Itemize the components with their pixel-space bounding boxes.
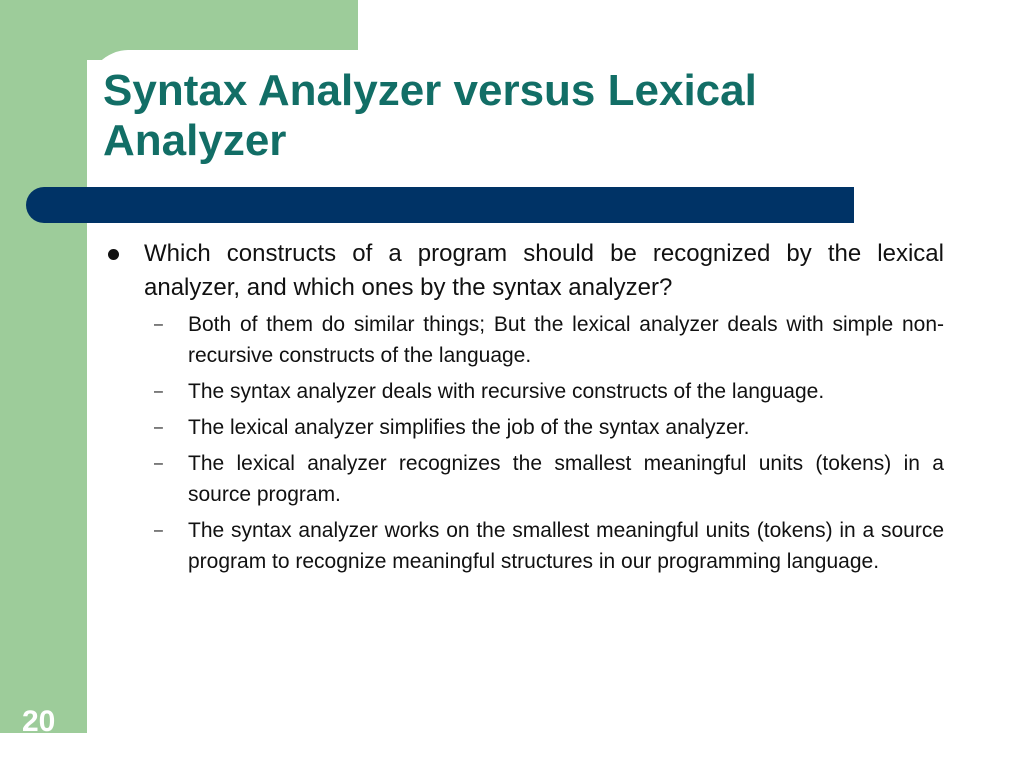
sub-bullet-text: Both of them do similar things; But the lexical analyzer deals with simple non-recursive constructs of the language. [188,313,944,367]
main-bullet-text: Which constructs of a program should be recognized by the lexical analyzer, and which ones by the syntax analyzer? [144,240,944,301]
sub-bullet-item [104,448,944,510]
slide-title: Syntax Analyzer versus Lexical Analyzer [103,66,757,165]
sub-bullet-text: The syntax analyzer works on the smallest meaningful units (tokens) in a source program to recognize meaningful structures in our programming language. [188,519,944,573]
title-underline-bar [26,187,854,223]
sub-bullet-item [104,376,944,407]
dash-bullet-icon: – [154,383,163,400]
sub-bullet-item [104,515,944,577]
sub-bullet-text: The lexical analyzer simplifies the job of the syntax analyzer. [188,416,750,439]
main-bullet-item [104,237,944,305]
slide-body [104,237,944,582]
slide-page-number: 20 [22,705,56,738]
sub-bullet-text: The syntax analyzer deals with recursive constructs of the language. [188,380,825,403]
dash-bullet-icon: – [154,419,163,436]
dash-bullet-icon: – [154,455,163,472]
decorative-green-sidebar [0,0,87,733]
dash-bullet-icon: – [154,316,163,333]
dash-bullet-icon: – [154,522,163,539]
sub-bullet-list [104,309,944,577]
bullet-dot-icon [108,249,119,260]
sub-bullet-text: The lexical analyzer recognizes the smallest meaningful units (tokens) in a source program. [188,452,944,506]
sub-bullet-item [104,309,944,371]
sub-bullet-item [104,412,944,443]
